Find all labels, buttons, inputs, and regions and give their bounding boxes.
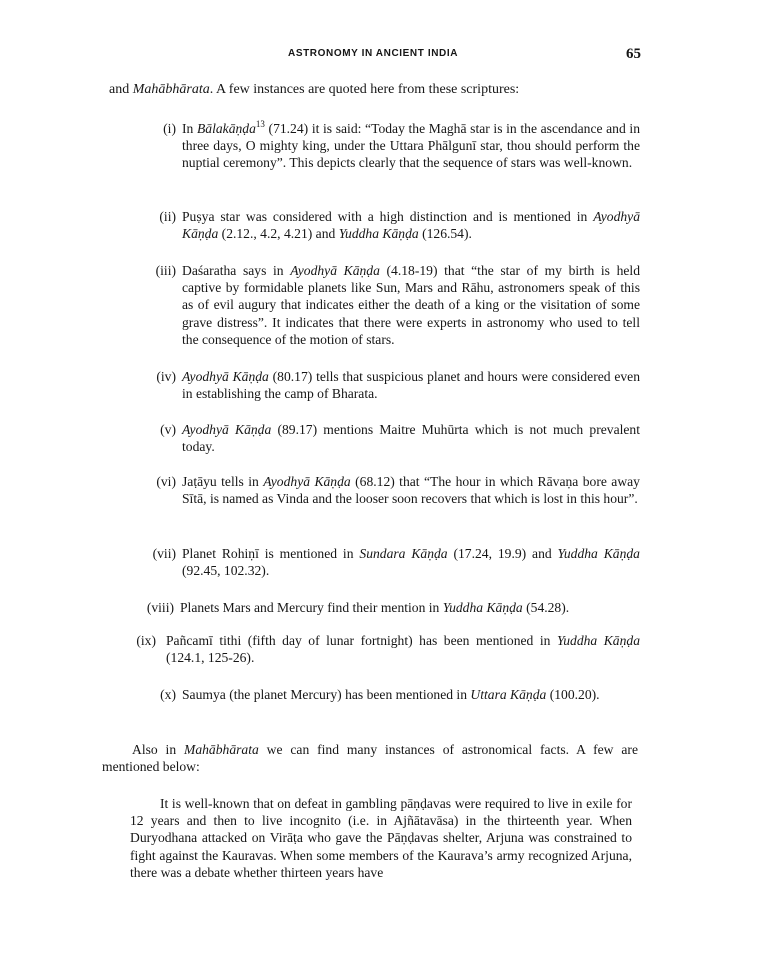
text-run: (126.54). — [418, 226, 472, 242]
intro-title: Mahābhārata — [132, 82, 210, 97]
text-run: Puṣya star was considered with a high distinction and is mentioned in — [182, 209, 594, 224]
list-item-text — [182, 368, 640, 402]
list-item — [120, 473, 640, 507]
list-item-number: (ii) — [159, 209, 176, 224]
work-title: Yuddha Kāṇḍa — [557, 546, 640, 561]
mahabharata-intro-title: Mahābhārata — [184, 742, 259, 757]
text-run: (54.28). — [522, 600, 570, 615]
text-run: In — [182, 121, 197, 136]
list-item — [120, 368, 640, 402]
intro-text-post: . A few instances are quoted here from these scriptures: — [209, 82, 520, 97]
work-title: Ayodhyā Kāṇḍa — [182, 209, 640, 242]
list-item-number: (vii) — [152, 546, 176, 561]
list-item-text — [166, 632, 640, 666]
text-run: Planet Rohiṇī is mentioned in — [182, 546, 360, 561]
list-item-number: (viii) — [146, 600, 174, 615]
list-item-text — [182, 421, 640, 455]
list-item-number: (iv) — [156, 369, 176, 384]
page-number: 65 — [626, 46, 641, 62]
text-run: Daśaratha says in — [182, 263, 291, 278]
list-item-number: (x) — [160, 687, 176, 702]
list-item — [120, 208, 640, 242]
mahabharata-intro-paragraph — [102, 741, 638, 775]
work-title: Ayodhyā Kāṇḍa — [182, 369, 269, 384]
text-run: (2.12., 4.2, 4.21) and — [218, 226, 339, 242]
list-item-number: (iii) — [155, 263, 176, 278]
running-title: ASTRONOMY IN ANCIENT INDIA — [288, 48, 459, 59]
list-item-text — [182, 686, 640, 703]
list-item — [120, 686, 640, 703]
text-run: (68.12) that “The hour in which Rāvaṇa bore away Sītā, is named as Vinda and the looser soon recovers that which is lost in this hour”. — [182, 474, 640, 507]
text-run: (17.24, 19.9) and — [447, 546, 558, 561]
list-item-text — [182, 208, 640, 242]
intro-text-pre: and — [109, 82, 133, 97]
text-run: Pañcamī tithi (fifth day of lunar fortnight) has been mentioned in — [166, 633, 557, 648]
work-title: Yuddha Kāṇḍa — [442, 600, 523, 615]
list-item — [108, 632, 640, 666]
list-item-text — [180, 599, 638, 616]
list-item — [120, 120, 640, 172]
work-title: Ayodhyā Kāṇḍa — [263, 474, 351, 489]
work-title: Uttara Kāṇḍa — [470, 687, 547, 702]
quoted-paragraph: It is well-known that on defeat in gambling pāṇḍavas were required to live in exile for 12 years and then to live incognito (i.e. in Ajñātavāsa) in the thirteenth year. When Duryodhana attacked on Virāṭa who gave the Pāṇḍavas shelter, Arjuna was constrained to fight against the Kauravas. When some members of the Kaurava’s army recognized Arjuna, there was a debate whether thirteen years have — [130, 796, 632, 880]
text-run: Jaṭāyu tells in — [182, 474, 264, 489]
text-run: (92.45, 102.32). — [182, 563, 270, 579]
work-title: Sundara Kāṇḍa — [359, 546, 448, 561]
text-run: (124.1, 125-26). — [166, 650, 255, 666]
list-item — [118, 599, 638, 616]
intro-sentence — [109, 81, 669, 98]
work-title: Ayodhyā Kāṇḍa — [182, 422, 272, 437]
list-item-text — [182, 473, 640, 507]
work-title: Ayodhyā Kāṇḍa — [290, 263, 380, 278]
work-title: Yuddha Kāṇḍa — [338, 226, 419, 242]
list-item-number: (i) — [163, 121, 176, 136]
list-item — [120, 262, 640, 348]
text-run: (80.17) tells that suspicious planet and hours were considered even in establishing the camp of Bharata. — [182, 369, 641, 402]
text-run: Planets Mars and Mercury find their mention in — [180, 600, 443, 615]
text-run: (89.17) mentions Maitre Muhūrta which is not much prevalent today. — [182, 422, 640, 455]
list-item — [120, 545, 640, 579]
list-item-number: (v) — [160, 422, 176, 437]
list-item-number: (ix) — [136, 633, 156, 648]
text-run: Saumya (the planet Mercury) has been mentioned in — [182, 687, 471, 702]
mahabharata-intro-pre: Also in — [132, 742, 185, 757]
text-run: (71.24) it is said: “Today the Maghā star is in the ascendance and in three days, O mighty king, under the Uttara Phālgunī star, thou should perform the nuptial ceremony”. This depicts clearly that the sequence of stars was well-known. — [182, 121, 640, 171]
work-title: Bālakāṇḍa — [196, 121, 256, 136]
footnote-ref: 13 — [255, 119, 265, 129]
list-item-text — [182, 120, 640, 172]
text-run: (4.18-19) that “the star of my birth is held captive by formidable planets like Sun, Mars and Rāhu, astronomers speak of this as of evil augury that indicates either the death of a king or the visitation of some grave distress”. It indicates that there were experts in astronomy who used to tell the consequence of the motion of stars. — [182, 263, 640, 347]
mahabharata-intro-post: we can find many instances of astronomical facts. A few are mentioned below: — [102, 742, 638, 775]
list-item-number: (vi) — [156, 474, 176, 489]
list-item-text — [182, 545, 640, 579]
work-title: Yuddha Kāṇḍa — [556, 633, 640, 648]
text-run: (100.20). — [546, 687, 600, 702]
list-item-text — [182, 262, 640, 348]
list-item — [120, 421, 640, 455]
